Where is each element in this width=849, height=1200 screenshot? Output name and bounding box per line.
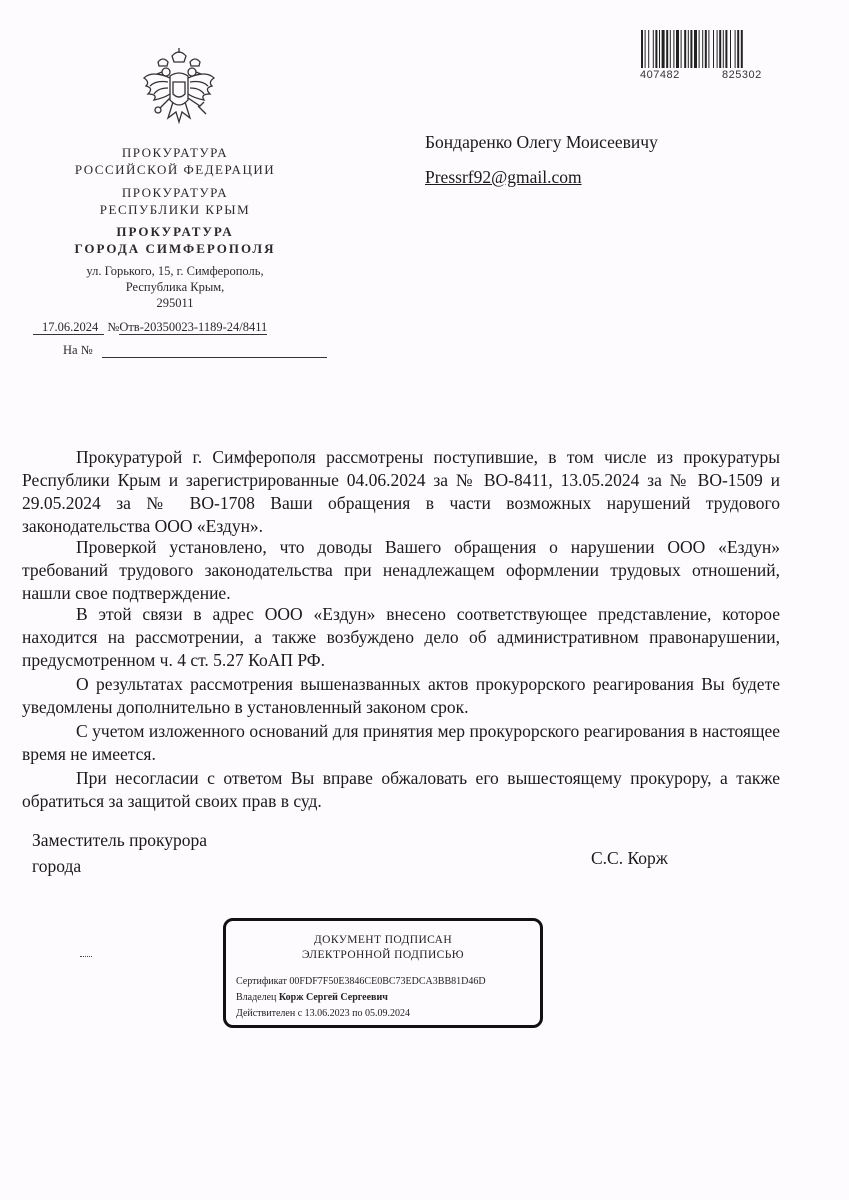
reference-label: На № xyxy=(63,343,93,357)
address-postcode: 295011 xyxy=(156,296,194,310)
signer-position-city: города xyxy=(32,856,82,876)
body-paragraph: В этой связи в адрес ООО «Ездун» внесено соответствующее представление, которое находится на рассмотрении, а также возбуждено дело об административном правонарушении, предусмотренном ч. 4 ст. 5.27 КоАП РФ. xyxy=(22,604,780,670)
registration-line xyxy=(33,320,306,335)
stamp-valid-label: Действителен с xyxy=(236,1008,303,1019)
recipient-name: Бондаренко Олегу Моисеевичу xyxy=(425,132,658,152)
barcode-number-right: 825302 xyxy=(722,69,762,81)
letterhead-line: ПРОКУРАТУРА xyxy=(121,185,229,200)
recipient-email[interactable]: Pressrf92@gmail.com xyxy=(425,167,582,187)
barcode xyxy=(641,30,769,68)
body-paragraph: Прокуратурой г. Симферополя рассмотрены поступившие, в том числе из прокуратуры Республики Крым и зарегистрированные 04.06.2024 за № ВО-8411, 13.05.2024 за № ВО-1509 и 29.05.2024 за № ВО-1708 Ваши обращения в части возможных нарушений трудового законодательства ООО «Ездун». xyxy=(22,447,780,536)
stamp-valid-to-label: по xyxy=(352,1008,363,1019)
body-paragraph: Проверкой установлено, что доводы Вашего обращения о нарушении ООО «Ездун» требований трудового законодательства при ненадлежащем оформлении трудовых отношений, нашли свое подтверждение. xyxy=(22,537,780,603)
electronic-signature-stamp xyxy=(223,918,543,1028)
stamp-subtitle: ЭЛЕКТРОННОЙ ПОДПИСЬЮ xyxy=(302,949,464,961)
stamp-valid-to: 05.09.2024 xyxy=(365,1008,411,1019)
stamp-valid-from: 13.06.2023 xyxy=(304,1008,350,1019)
body-paragraph: При несогласии с ответом Вы вправе обжаловать его вышестоящему прокурору, а также обратиться за защитой своих прав в суд. xyxy=(22,768,780,811)
coat-of-arms-icon xyxy=(140,48,218,130)
stamp-certificate xyxy=(236,976,486,987)
letterhead-line: ПРОКУРАТУРА xyxy=(121,145,229,160)
stamp-certificate-value: 00FDF7F50E3846CE0BC73EDCA3BB81D46D xyxy=(289,976,486,987)
signer-position: Заместитель прокурора xyxy=(32,830,207,850)
registration-number: Отв-20350023-1189-24/8411 xyxy=(119,320,268,334)
signer-name: С.С. Корж xyxy=(591,848,668,868)
reference-blank-line xyxy=(102,357,327,358)
stamp-validity xyxy=(236,1008,410,1019)
registration-date: 17.06.2024 xyxy=(33,320,104,335)
stamp-certificate-label: Сертификат xyxy=(236,976,287,987)
stamp-owner-value: Корж Сергей Сергеевич xyxy=(278,992,388,1003)
letterhead-line: РОССИЙСКОЙ ФЕДЕРАЦИИ xyxy=(74,162,276,177)
stamp-title: ДОКУМЕНТ ПОДПИСАН xyxy=(313,934,453,946)
letterhead-line: РЕСПУБЛИКИ КРЫМ xyxy=(99,202,251,217)
registration-number-label: № xyxy=(107,320,120,334)
body-paragraph: С учетом изложенного оснований для принятия мер прокурорского реагирования в настоящее время не имеется. xyxy=(22,721,780,764)
stamp-owner-label: Владелец xyxy=(236,992,277,1003)
body-paragraph: О результатах рассмотрения вышеназванных актов прокурорского реагирования Вы будете уведомлены дополнительно в установленный законом срок. xyxy=(22,674,780,717)
barcode-number-left: 407482 xyxy=(640,69,680,81)
letterhead-line: ПРОКУРАТУРА xyxy=(116,224,234,239)
letterhead-line: ГОРОДА СИМФЕРОПОЛЯ xyxy=(74,241,276,256)
stamp-owner xyxy=(236,992,388,1003)
address-line: Республика Крым, xyxy=(125,280,225,294)
scan-mark xyxy=(80,956,92,957)
address-line: ул. Горького, 15, г. Симферополь, xyxy=(86,264,264,278)
